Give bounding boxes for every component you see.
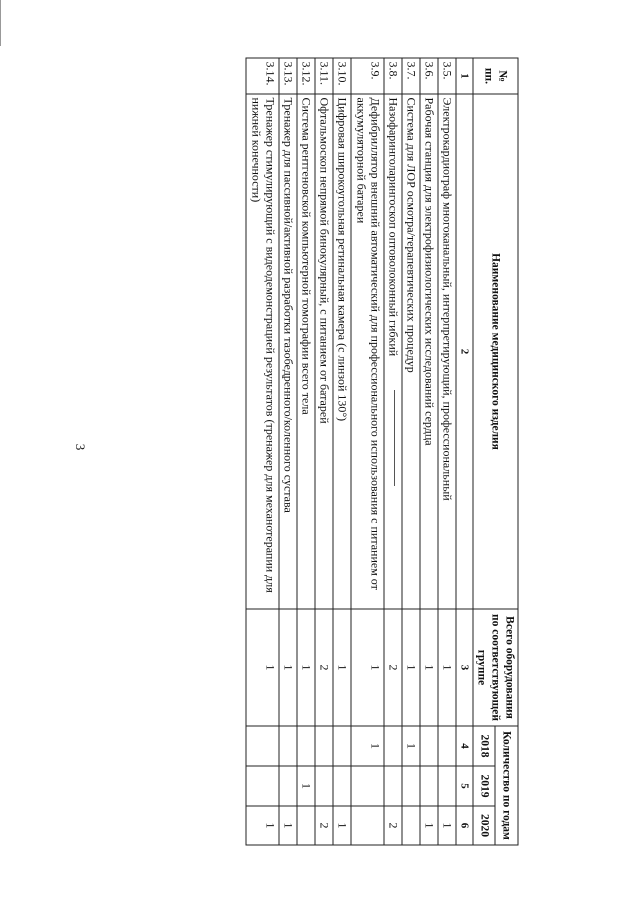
row-number: 3.14. [246, 58, 279, 94]
count-2020: 2 [315, 806, 333, 845]
count-2018 [297, 726, 315, 766]
total-count: 1 [279, 609, 297, 726]
count-2020 [351, 806, 384, 845]
table-row [297, 58, 315, 845]
count-2020: 1 [438, 806, 456, 845]
table-row [279, 58, 297, 845]
count-2019 [351, 766, 384, 806]
count-2019 [420, 766, 438, 806]
device-name: Тренажер стимулирующий с видеодемонстрацией результатов (тренажер для механотерапии для нижней конечности) [246, 94, 279, 609]
total-count: 1 [438, 609, 456, 726]
column-number: 6 [456, 806, 473, 845]
table-row [246, 58, 279, 845]
total-count: 2 [384, 609, 402, 726]
table-row [384, 58, 402, 845]
rotated-table-wrapper [119, 58, 519, 845]
table-row [351, 58, 384, 845]
total-count: 1 [333, 609, 351, 726]
device-name: Электрокардиограф многоканальный, интерпретирующий, профессиональный [438, 94, 456, 609]
device-name: Система рентгеновской компьютерной томографии всего тела [297, 94, 315, 609]
row-number: 3.5. [438, 58, 456, 94]
total-count: 2 [315, 609, 333, 726]
count-2018: 1 [351, 726, 384, 766]
table-row [420, 58, 438, 845]
header-quantity-by-years: Количество по годам [496, 726, 519, 845]
row-number: 3.7. [402, 58, 420, 94]
count-2018 [315, 726, 333, 766]
count-2019 [402, 766, 420, 806]
column-number-row [456, 58, 473, 845]
count-2020: 2 [384, 806, 402, 845]
page-number: 3 [73, 443, 88, 451]
header-name: Наименование медицинского изделия [473, 94, 518, 609]
count-2020 [402, 806, 420, 845]
medical-equipment-table [246, 58, 519, 846]
total-count: 1 [351, 609, 384, 726]
column-number: 1 [456, 58, 473, 94]
count-2018 [333, 726, 351, 766]
header-year: 2020 [473, 806, 496, 845]
count-2020 [297, 806, 315, 845]
count-2018 [438, 726, 456, 766]
count-2020: 1 [420, 806, 438, 845]
row-number: 3.11. [315, 58, 333, 94]
count-2019: 1 [297, 766, 315, 806]
count-2018 [279, 726, 297, 766]
count-2019 [438, 766, 456, 806]
device-name: Цифровая широкоугольная ретинальная камера (с линзой 130°) [333, 94, 351, 609]
count-2018 [246, 726, 279, 766]
table-row [402, 58, 420, 845]
column-number: 3 [456, 609, 473, 726]
count-2019 [315, 766, 333, 806]
device-name: Дефибриллятор внешний автоматический для профессионального использования с питанием от аккумуляторной батареи [351, 94, 384, 609]
row-number: 3.9. [351, 58, 384, 94]
count-2020: 1 [333, 806, 351, 845]
device-name: Система для ЛОР осмотра/терапевтических процедур [402, 94, 420, 609]
count-2018 [384, 726, 402, 766]
table-row [315, 58, 333, 845]
row-number: 3.12. [297, 58, 315, 94]
row-number: 3.8. [384, 58, 402, 94]
column-number: 2 [456, 94, 473, 609]
header-total: Всего оборудования по соответствующей группе [473, 609, 518, 726]
header-year: 2019 [473, 766, 496, 806]
page-edge-mark [0, 0, 4, 46]
count-2018 [420, 726, 438, 766]
device-name: Рабочая станция для электрофизиологических исследований сердца [420, 94, 438, 609]
header-num: № пп. [473, 58, 518, 94]
device-name: Тренажер для пассивной/активной разработки тазобедренного/коленного сустава [279, 94, 297, 609]
count-2018: 1 [402, 726, 420, 766]
row-number: 3.6. [420, 58, 438, 94]
row-number: 3.10. [333, 58, 351, 94]
count-2019 [333, 766, 351, 806]
device-name: Назофаринголарингоскоп оптоволоконный гибкий [384, 94, 402, 609]
count-2019 [384, 766, 402, 806]
count-2020: 1 [279, 806, 297, 845]
device-name: Офтальмоскоп непрямой бинокулярный, с питанием от батарей [315, 94, 333, 609]
total-count: 1 [297, 609, 315, 726]
total-count: 1 [246, 609, 279, 726]
total-count: 1 [420, 609, 438, 726]
header-year: 2018 [473, 726, 496, 766]
table-row [333, 58, 351, 845]
count-2019 [246, 766, 279, 806]
total-count: 1 [402, 609, 420, 726]
count-2019 [279, 766, 297, 806]
column-number: 4 [456, 726, 473, 766]
count-2020: 1 [246, 806, 279, 845]
column-number: 5 [456, 766, 473, 806]
table-row [438, 58, 456, 845]
row-number: 3.13. [279, 58, 297, 94]
